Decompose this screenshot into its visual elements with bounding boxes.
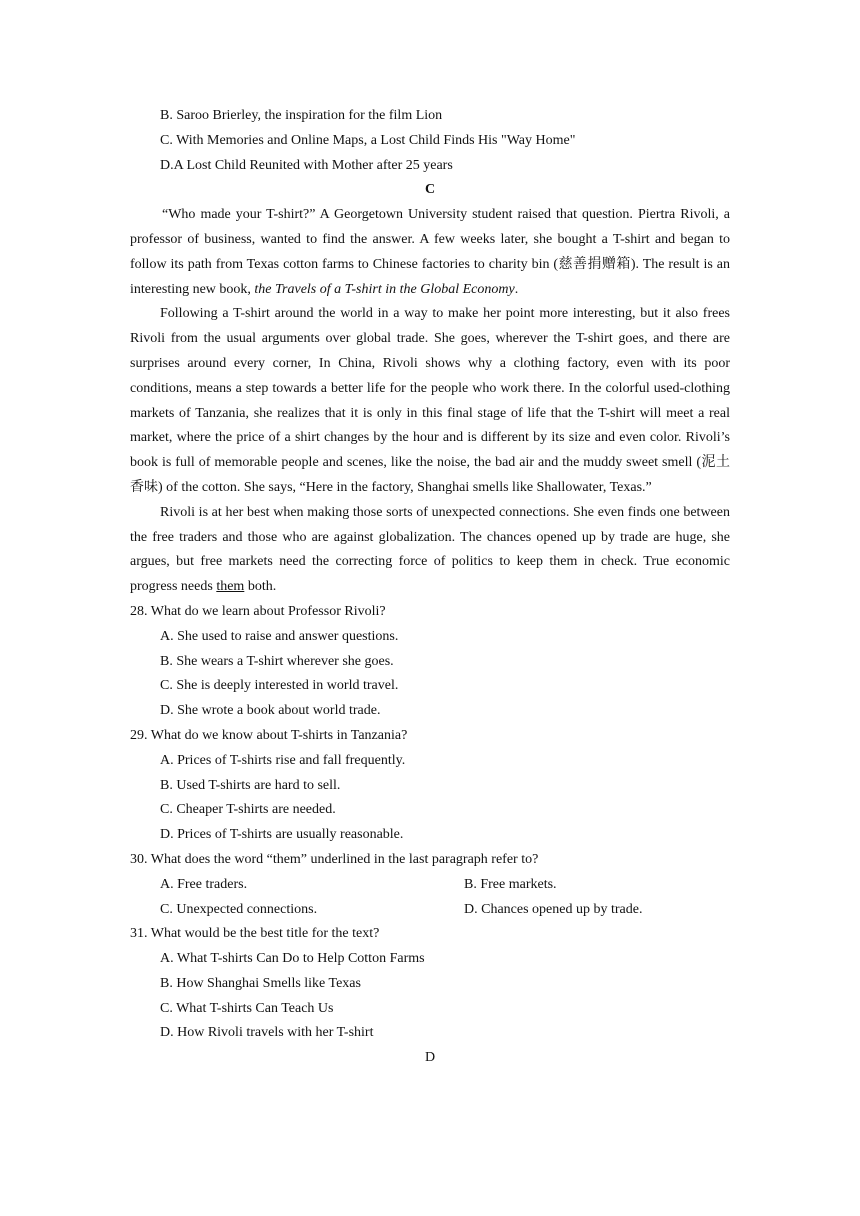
question-28-option-b: B. She wears a T-shirt wherever she goes. (160, 653, 394, 669)
paragraph-1-end: . (514, 281, 519, 297)
prev-option-c: C. With Memories and Online Maps, a Lost Child Finds His "Way Home" (160, 132, 576, 148)
question-31-option-a: A. What T-shirts Can Do to Help Cotton Farms (160, 951, 425, 967)
document-page (130, 104, 730, 1071)
question-28-option-d: D. She wrote a book about world trade. (160, 703, 381, 719)
question-29-option-b: B. Used T-shirts are hard to sell. (160, 777, 341, 793)
section-c-paragraph-1 (130, 203, 730, 302)
question-28-option-c: C. She is deeply interested in world travel. (160, 678, 399, 694)
question-29-option-a: A. Prices of T-shirts rise and fall frequently. (160, 752, 406, 768)
paragraph-1-text: “Who made your T-shirt?” A Georgetown University student raised that question. Piertra Rivoli, a professor of business, wanted to find the answer. A few weeks later, she bought a T-shirt and began to follow its path from Texas cotton farms to Chinese factories to charity bin (慈善捐赠箱). The result is an interesting new book, (130, 207, 730, 297)
question-30-stem: 30. What does the word “them” underlined in the last paragraph refer to? (130, 851, 539, 867)
question-31-option-c: C. What T-shirts Can Teach Us (160, 1000, 334, 1016)
prev-option-d: D.A Lost Child Reunited with Mother after 25 years (160, 157, 453, 173)
question-29-option-c: C. Cheaper T-shirts are needed. (160, 802, 336, 818)
question-30-option-a: A. Free traders. (160, 876, 248, 892)
question-29-stem: 29. What do we know about T-shirts in Tanzania? (130, 727, 408, 743)
prev-option-b: B. Saroo Brierley, the inspiration for the film Lion (160, 108, 443, 123)
paragraph-3-text: Rivoli is at her best when making those sorts of unexpected connections. She even finds one between the free traders and those who are against globalization. The chances opened up by trade are huge, she argues, but free markets need the correcting force of politics to keep them in check. True economic progress needs (130, 504, 730, 595)
question-28-stem: 28. What do we learn about Professor Rivoli? (130, 603, 386, 619)
underlined-word: them (216, 579, 245, 595)
section-d-heading: D (424, 1050, 436, 1066)
question-30-options-row-2 (130, 898, 730, 923)
question-30-option-d: D. Chances opened up by trade. (464, 901, 643, 917)
question-31-option-d: D. How Rivoli travels with her T-shirt (160, 1025, 374, 1041)
section-c-paragraph-2: Following a T-shirt around the world in a way to make her point more interesting, but it also frees Rivoli from the usual arguments over global trade. She goes, wherever the T-shirt goes, and there are surprises around every corner, In China, Rivoli shows why a clothing factory, even with its poor conditions, means a step towards a better life for the people who work there. In the colorful used-clothing markets of Tanzania, she realizes that it is only in this final stage of life that the T-shirt will meet a real market, where the price of a shirt changes by the hour and is different by its size and even color. Rivoli’s book is full of memorable people and scenes, like the noise, the bad air and the muddy sweet smell (泥土香味) of the cotton. She says, “Here in the factory, Shanghai smells like Shallowater, Texas.” (130, 306, 730, 495)
question-30-option-c: C. Unexpected connections. (160, 901, 318, 917)
section-c-heading: C (424, 182, 436, 198)
question-30-options-row-1 (130, 873, 730, 898)
question-28-option-a: A. She used to raise and answer questions. (160, 628, 399, 644)
section-c-paragraph-3 (130, 501, 730, 600)
question-29-option-d: D. Prices of T-shirts are usually reasonable. (160, 827, 404, 843)
question-31-option-b: B. How Shanghai Smells like Texas (160, 975, 361, 991)
paragraph-3-end: both. (244, 579, 277, 595)
question-30-option-b: B. Free markets. (464, 876, 557, 892)
book-title: the Travels of a T-shirt in the Global Economy (254, 281, 515, 297)
question-31-stem: 31. What would be the best title for the text? (130, 926, 380, 942)
